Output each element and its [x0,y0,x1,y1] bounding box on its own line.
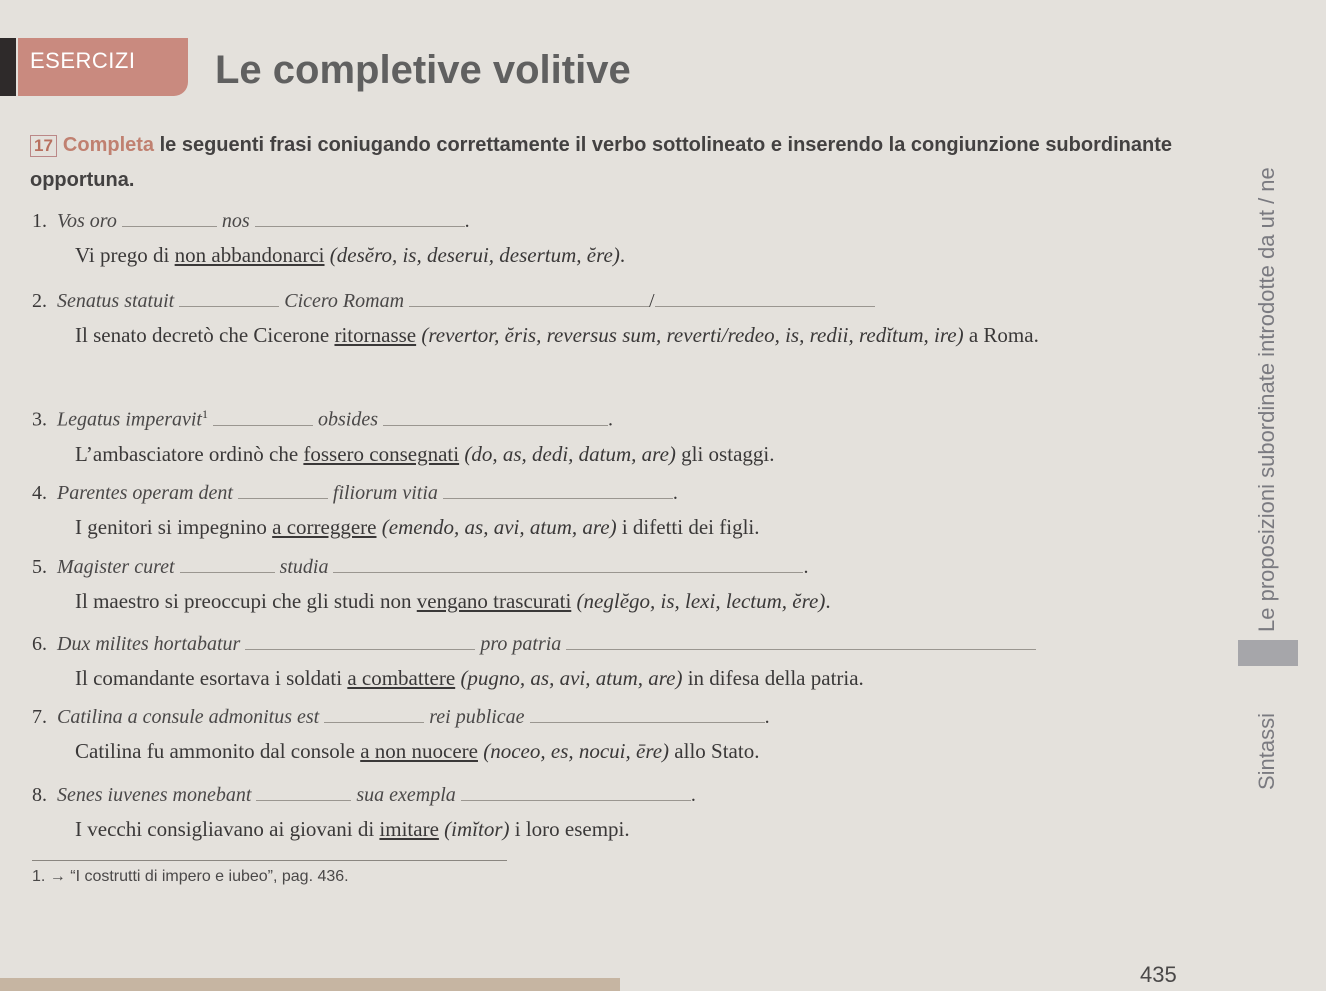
latin-text: Catilina a consule admonitus est [57,706,320,728]
answer-blank[interactable] [566,629,1036,650]
answer-blank[interactable] [245,629,475,650]
item-number: 3. [32,408,47,431]
exercise-item-3 [32,397,774,471]
answer-blank[interactable] [179,286,279,307]
answer-blank[interactable] [213,405,313,426]
item-end: . [803,556,809,578]
italian-text: I vecchi consigliavano ai giovani di [75,817,380,841]
verb-paradigm: (do, as, dedi, datum, are) [464,441,676,466]
item-number: 8. [32,784,47,806]
page-number: 435 [1140,962,1177,987]
verb-paradigm: (noceo, es, nocui, ēre) [483,739,670,763]
exercise-item-8 [32,778,696,846]
side-tab-chapter: Sintassi [1254,712,1279,790]
exercise-item-5 [32,550,831,618]
page-title: Le completive volitive [215,48,631,92]
answer-blank[interactable] [409,286,649,307]
item-number: 7. [32,706,47,728]
item-number: 1. [32,210,47,232]
answer-blank[interactable] [122,206,217,227]
item-end: . [672,482,678,504]
footnote-divider [32,860,507,861]
verb-paradigm: (revertor, ĕris, reversus sum, reverti/redeo, is, redii, redĭtum, ire) [421,323,964,347]
page-bottom-edge [0,978,620,991]
underlined-verb: non abbandonarci [174,243,325,267]
verb-paradigm: (desĕro, is, deserui, desertum, ĕre) [329,243,620,267]
item-number: 5. [32,556,47,578]
exercise-number: 17 [30,135,57,157]
side-tab-divider [1238,640,1298,666]
item-end: . [464,210,470,232]
answer-blank[interactable] [324,702,424,723]
item-number: 6. [32,633,47,655]
instruction-text: le seguenti frasi coniugando correttamente il verbo sottolineato e inserendo la congiunzione subordinante opportuna. [30,134,1172,191]
latin-text: Parentes operam dent [57,482,233,504]
item-number: 2. [32,290,47,312]
italian-text: gli ostaggi. [675,441,775,466]
underlined-verb: a non nuocere [360,739,478,763]
exercise-item-6 [32,627,1036,695]
italian-text: i loro esempi. [509,817,630,841]
footnote-marker: 1 [202,407,208,421]
italian-text: Il senato decretò che Cicerone [75,323,335,347]
answer-blank[interactable] [255,206,465,227]
underlined-verb: fossero consegnati [303,441,460,466]
answer-blank[interactable] [655,286,875,307]
item-slash: / [649,290,655,312]
answer-blank[interactable] [333,552,803,573]
answer-blank[interactable] [383,405,608,426]
answer-blank[interactable] [180,552,275,573]
item-end: . [608,408,613,431]
underlined-verb: vengano trascurati [416,589,572,613]
underlined-verb: imitare [379,817,439,841]
italian-text: Il comandante esortava i soldati [75,666,348,690]
exercise-item-2 [32,284,1215,352]
italian-text: Il maestro si preoccupi che gli studi non [75,589,417,613]
answer-blank[interactable] [530,702,765,723]
latin-text: Cicero Romam [284,290,405,312]
item-end: . [690,784,696,806]
instruction-lead: Completa [62,134,155,156]
latin-text: filiorum vitia [332,482,438,504]
verb-paradigm: (imĭtor) [444,817,510,841]
underlined-verb: ritornasse [334,323,417,347]
italian-text: . [825,589,831,613]
latin-text: nos [221,210,250,232]
italian-text: Vi prego di [75,243,175,267]
item-number: 4. [32,482,47,504]
latin-text: sua exempla [356,784,456,806]
verb-paradigm: (neglĕgo, is, lexi, lectum, ĕre) [576,589,826,613]
verb-paradigm: (emendo, as, avi, atum, are) [381,515,617,539]
latin-text: rei publicae [429,706,525,728]
answer-blank[interactable] [461,780,691,801]
side-tab-section: Le proposizioni subordinate introdotte da ut / ne [1254,167,1279,632]
italian-text: . [619,243,626,267]
verb-paradigm: (pugno, as, avi, atum, are) [460,666,683,690]
italian-text: i difetti dei figli. [616,515,760,539]
exercise-item-7 [32,700,770,768]
latin-text: pro patria [480,633,562,655]
italian-text: allo Stato. [669,739,760,763]
latin-text: obsides [318,408,378,431]
latin-text: Senatus statuit [57,290,175,312]
latin-text: Vos oro [57,210,117,232]
exercise-instruction [30,128,1230,198]
italian-text: I genitori si impegnino [75,515,273,539]
italian-text: a Roma. [963,323,1039,347]
exercise-item-1 [32,204,625,272]
underlined-verb: a combattere [347,666,456,690]
latin-text: Legatus imperavit [57,408,202,431]
italian-text: Catilina fu ammonito dal console [75,739,361,763]
exercise-badge-label: ESERCIZI [30,48,136,73]
latin-text: Senes iuvenes monebant [57,784,252,806]
footnote: 1. → “I costrutti di impero e iubeo”, pag. 436. [32,868,349,885]
item-end: . [764,706,770,728]
latin-text: Dux milites hortabatur [57,633,241,655]
italian-text: in difesa della patria. [682,666,864,690]
answer-blank[interactable] [256,780,351,801]
latin-text: studia [279,556,329,578]
left-edge-bar [0,38,16,96]
answer-blank[interactable] [443,478,673,499]
underlined-verb: a correggere [272,515,377,539]
answer-blank[interactable] [238,478,328,499]
exercise-item-4 [32,476,759,544]
latin-text: Magister curet [57,556,175,578]
italian-text: L’ambasciatore ordinò che [75,441,304,466]
